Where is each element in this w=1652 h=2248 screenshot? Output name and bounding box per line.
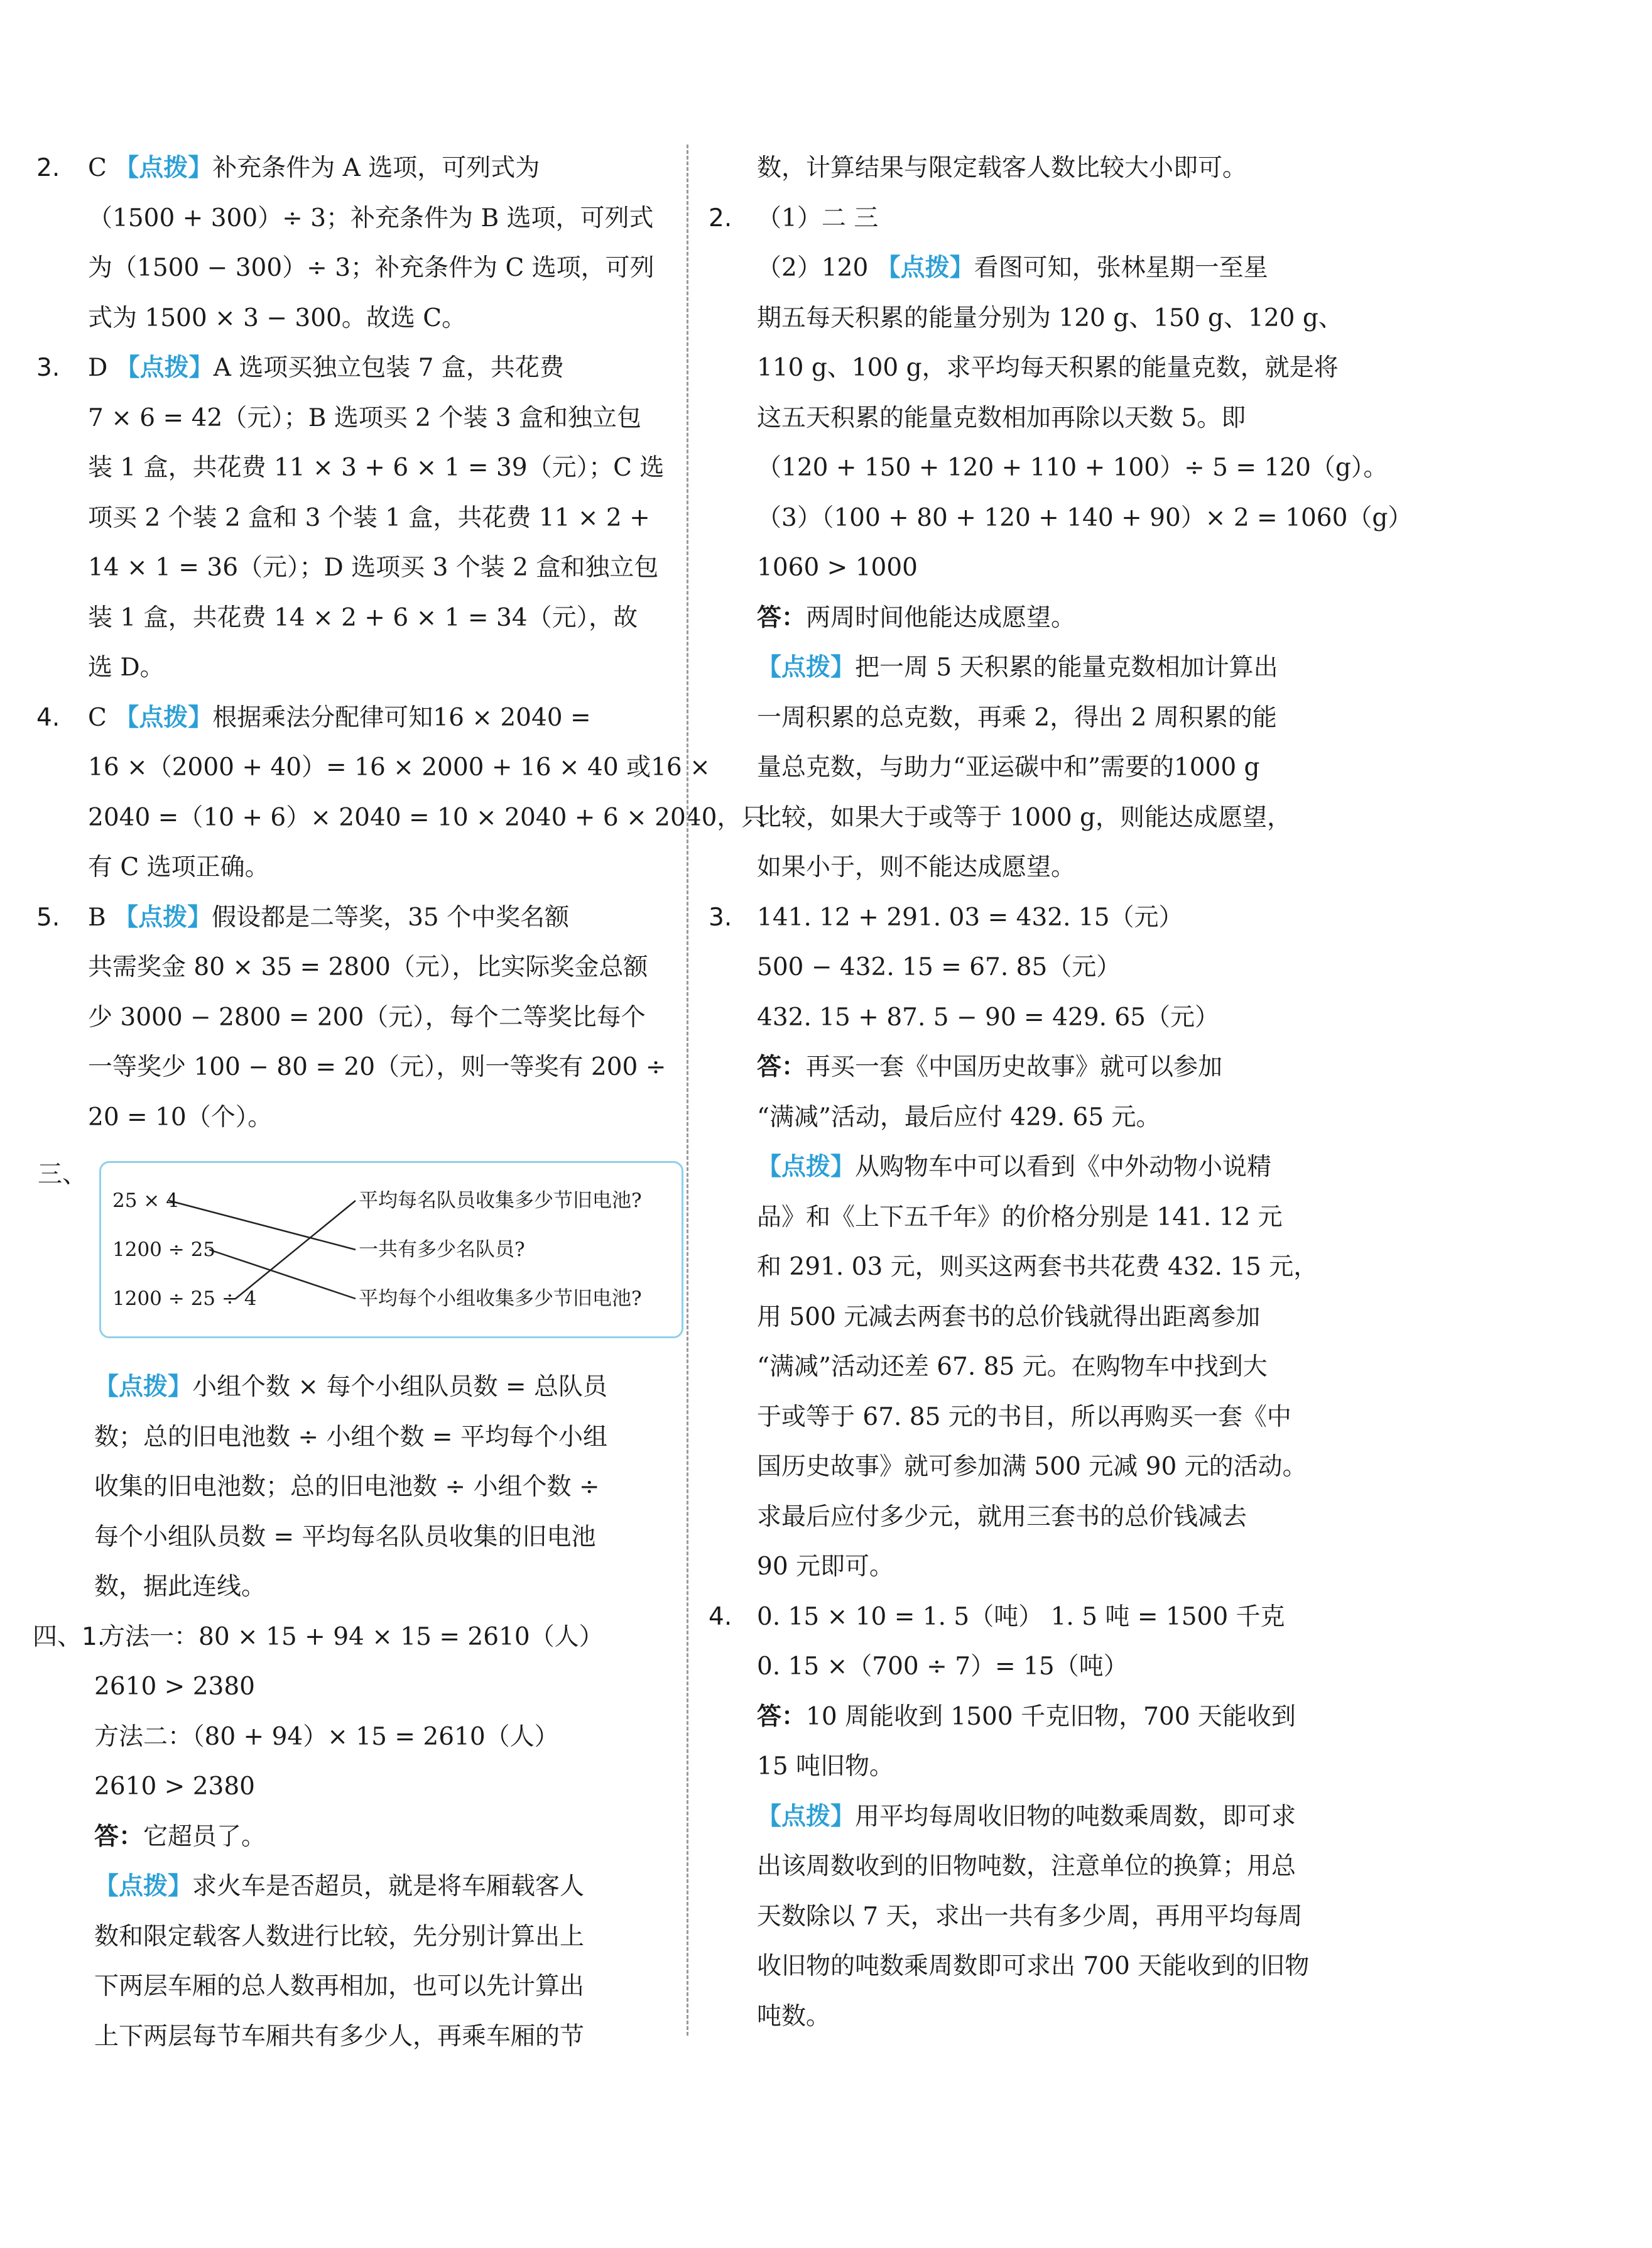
line-text: 一等奖少 100 − 80 = 20（元），则一等奖有 200 ÷ — [88, 1053, 666, 1081]
question-number: 2. — [709, 204, 732, 232]
line-text: 432. 15 + 87. 5 − 90 = 429. 65（元） — [757, 1003, 1219, 1032]
line-body — [757, 1442, 1307, 1492]
line-text: 求火车是否超员，就是将车厢载客人 — [192, 1872, 585, 1901]
line-text: 选 D。 — [88, 653, 165, 682]
line-text: 装 1 盒，共花费 11 × 3 + 6 × 1 = 39（元）；C 选 — [88, 454, 665, 482]
line-body — [88, 893, 569, 943]
line-text: 2610 > 2380 — [94, 1772, 255, 1801]
line-text: 7 × 6 = 42（元）；B 选项买 2 个装 3 盒和独立包 — [88, 403, 641, 432]
line-text: 共需奖金 80 × 35 = 2800（元），比实际奖金总额 — [88, 953, 648, 981]
line-body — [757, 693, 1277, 743]
line-body — [88, 1093, 272, 1143]
line-body — [757, 793, 1291, 843]
line-body — [757, 1941, 1309, 1992]
line-body — [757, 1042, 1222, 1093]
line-body — [757, 1292, 1260, 1343]
line-text: 把一周 5 天积累的能量克数相加计算出 — [855, 653, 1278, 682]
line-body — [757, 593, 1075, 643]
line-text: 收集的旧电池数；总的旧电池数 ÷ 小组个数 ÷ — [94, 1473, 600, 1501]
line-text: “满减”活动还差 67. 85 元。在购物车中找到大 — [757, 1353, 1268, 1381]
line-text: 式为 1500 × 3 − 300。故选 C。 — [88, 303, 467, 332]
line-text: 15 吨旧物。 — [757, 1752, 894, 1781]
line-text: 补充条件为 A 选项，可列式为 — [212, 154, 540, 182]
section-three-label: 三、 — [38, 1160, 87, 1189]
line-body — [757, 942, 1121, 993]
line-body — [94, 1812, 266, 1862]
line-text: 于或等于 67. 85 元的书目，所以再购买一套《中 — [757, 1402, 1291, 1431]
line-body — [94, 1712, 559, 1762]
line-body — [757, 443, 1388, 493]
hint-tag: 【点拨】 — [94, 1872, 193, 1901]
line-body — [757, 893, 1183, 943]
line-body — [94, 2012, 584, 2062]
line-text: 用 500 元减去两套书的总价钱就得出距离参加 — [757, 1302, 1261, 1331]
line-text: 求最后应付多少元，就用三套书的总价钱减去 — [757, 1502, 1247, 1531]
line-text: 假设都是二等奖，35 个中奖名额 — [212, 903, 570, 932]
answer-choice: C — [88, 703, 115, 732]
line-body — [88, 293, 466, 344]
line-body — [757, 243, 1268, 293]
line-body — [757, 1842, 1296, 1892]
line-text: 从购物车中可以看到《中外动物小说精 — [855, 1153, 1272, 1181]
line-text: 它超员了。 — [143, 1822, 266, 1851]
line-body — [757, 1142, 1271, 1192]
question-number: 4. — [36, 703, 60, 732]
line-text: 比较，如果大于或等于 1000 g，则能达成愿望， — [757, 803, 1292, 832]
line-body — [88, 993, 646, 1043]
line-text: 0. 15 ×（700 ÷ 7）= 15（吨） — [757, 1652, 1128, 1681]
line-body — [757, 743, 1260, 793]
line-body — [88, 393, 641, 444]
line-text: 2040 =（10 + 6）× 2040 = 10 × 2040 + 6 × 2040，只 — [88, 803, 766, 832]
question-number: 2. — [36, 154, 60, 182]
line-text: 两周时间他能达成愿望。 — [806, 603, 1076, 632]
line-text: 14 × 1 = 36（元）；D 选项买 3 个装 2 盒和独立包 — [88, 554, 659, 582]
line-body — [94, 1562, 266, 1612]
line-text: （120 + 150 + 120 + 110 + 100）÷ 5 = 120（g）。 — [757, 454, 1388, 482]
line-text: 吨数。 — [757, 2002, 831, 2031]
line-text: 141. 12 + 291. 03 = 432. 15（元） — [757, 903, 1183, 932]
question-number: 3. — [36, 354, 60, 382]
line-text: 方法二：（80 + 94）× 15 = 2610（人） — [94, 1722, 559, 1751]
hint-tag: 【点拨】 — [115, 354, 214, 382]
hint-tag: 【点拨】 — [114, 703, 213, 732]
line-body — [88, 793, 766, 843]
line-body — [757, 1542, 894, 1592]
line-body — [757, 493, 1412, 543]
question-number: 4. — [709, 1602, 732, 1631]
line-body — [88, 493, 650, 543]
line-body — [88, 343, 564, 393]
line-text: 有 C 选项正确。 — [88, 853, 269, 881]
line-text: （1500 + 300）÷ 3；补充条件为 B 选项，可列式 — [88, 204, 654, 232]
line-text: 项买 2 个装 2 盒和 3 个装 1 盒，共花费 11 × 2 + — [88, 503, 650, 532]
line-text: 品》和《上下五千年》的价格分别是 141. 12 元 — [757, 1203, 1283, 1231]
line-text: 0. 15 × 10 = 1. 5（吨） 1. 5 吨 = 1500 千克 — [757, 1602, 1285, 1631]
line-body — [94, 1362, 607, 1412]
line-body — [757, 1792, 1296, 1842]
line-text: 数和限定载客人数进行比较，先分别计算出上 — [94, 1922, 585, 1951]
line-body — [757, 393, 1246, 444]
line-body — [757, 1642, 1128, 1692]
answer-choice: C — [88, 154, 115, 182]
match-left-item: 1200 ÷ 25 ÷ 4 — [112, 1287, 257, 1310]
answer-label: 答： — [757, 603, 807, 632]
answer-choice: （2）120 — [757, 254, 876, 282]
line-body — [88, 643, 165, 693]
answer-choice: B — [88, 903, 114, 932]
line-body — [757, 993, 1219, 1043]
answer-label: 答： — [94, 1822, 144, 1851]
line-text: 天数除以 7 天，求出一共有多少周，再用平均每周 — [757, 1902, 1303, 1931]
line-text: 数，计算结果与限定载客人数比较大小即可。 — [757, 154, 1247, 182]
column-divider — [687, 145, 688, 2036]
line-body — [94, 1862, 584, 1912]
line-body — [88, 243, 655, 293]
line-text: A 选项买独立包装 7 盒，共花费 — [213, 354, 564, 382]
line-body — [757, 293, 1343, 344]
line-body — [88, 593, 638, 643]
hint-tag: 【点拨】 — [876, 254, 974, 282]
line-text: 数；总的旧电池数 ÷ 小组个数 = 平均每个小组 — [94, 1422, 607, 1451]
line-body — [88, 942, 648, 993]
line-text: 根据乘法分配律可知16 × 2040 = — [212, 703, 591, 732]
line-text: 看图可知，张林星期一至星 — [974, 254, 1268, 282]
line-body — [88, 743, 710, 793]
hint-tag: 【点拨】 — [757, 1153, 856, 1181]
line-text: 收旧物的吨数乘周数即可求出 700 天能收到的旧物 — [757, 1952, 1310, 1980]
line-text: 每个小组队员数 = 平均每名队员收集的旧电池 — [94, 1522, 596, 1551]
match-right-item: 平均每个小组收集多少节旧电池? — [359, 1287, 642, 1310]
line-text: 20 = 10（个）。 — [88, 1103, 273, 1132]
line-text: 如果小于，则不能达成愿望。 — [757, 853, 1076, 881]
line-text: 500 − 432. 15 = 67. 85（元） — [757, 953, 1121, 981]
line-body — [757, 1692, 1296, 1742]
line-text: 装 1 盒，共花费 14 × 2 + 6 × 1 = 34（元），故 — [88, 603, 638, 632]
line-body — [88, 1042, 666, 1093]
line-body — [757, 343, 1339, 393]
line-text: 这五天积累的能量克数相加再除以天数 5。即 — [757, 403, 1246, 432]
line-body — [757, 1242, 1318, 1292]
hint-tag: 【点拨】 — [94, 1373, 193, 1401]
line-text: 方法一：80 × 15 + 94 × 15 = 2610（人） — [101, 1622, 604, 1651]
line-text: 90 元即可。 — [757, 1552, 894, 1581]
line-body — [757, 1742, 894, 1792]
line-text: 为（1500 − 300）÷ 3；补充条件为 C 选项，可列 — [88, 254, 655, 282]
line-text: （1）二 三 — [757, 204, 879, 232]
line-body — [757, 1093, 1161, 1143]
line-body — [94, 1912, 584, 1962]
line-body — [757, 1392, 1291, 1443]
line-body — [88, 693, 591, 743]
line-body — [94, 1412, 607, 1463]
match-right-item: 一共有多少名队员? — [359, 1238, 525, 1261]
match-left-item: 25 × 4 — [112, 1189, 178, 1212]
matching-diagram — [99, 1161, 683, 1338]
line-body — [757, 1592, 1285, 1642]
line-text: 数，据此连线。 — [94, 1573, 266, 1601]
line-body — [94, 1762, 255, 1812]
line-body — [88, 443, 664, 493]
match-left-item: 1200 ÷ 25 — [112, 1238, 216, 1261]
line-text: （3）（100 + 80 + 120 + 140 + 90）× 2 = 1060（g） — [757, 503, 1413, 532]
line-text: 1060 > 1000 — [757, 554, 918, 582]
line-body — [88, 194, 654, 244]
line-text: 110 g、100 g，求平均每天积累的能量克数，就是将 — [757, 354, 1339, 382]
line-text: 10 周能收到 1500 千克旧物，700 天能收到 — [806, 1702, 1296, 1731]
question-number: 四、1. — [33, 1622, 106, 1651]
hint-tag: 【点拨】 — [757, 1802, 856, 1831]
line-text: “满减”活动，最后应付 429. 65 元。 — [757, 1103, 1161, 1132]
line-text: 国历史故事》就可参加满 500 元减 90 元的活动。 — [757, 1453, 1307, 1481]
line-body — [94, 1512, 595, 1563]
line-body — [757, 843, 1075, 893]
line-text: 2610 > 2380 — [94, 1672, 255, 1701]
line-text: 一周积累的总克数，再乘 2，得出 2 周积累的能 — [757, 703, 1277, 732]
line-body — [757, 1892, 1303, 1942]
line-text: 量总克数，与助力“亚运碳中和”需要的1000 g — [757, 753, 1260, 782]
line-body — [94, 1962, 584, 2012]
line-text: 上下两层每节车厢共有多少人，再乘车厢的节 — [94, 2022, 585, 2051]
line-text: 小组个数 × 每个小组队员数 = 总队员 — [192, 1373, 607, 1401]
match-right-item: 平均每名队员收集多少节旧电池? — [359, 1189, 642, 1212]
line-text: 少 3000 − 2800 = 200（元），每个二等奖比每个 — [88, 1003, 646, 1032]
answer-label: 答： — [757, 1702, 807, 1731]
line-body — [757, 143, 1247, 194]
hint-tag: 【点拨】 — [114, 903, 212, 932]
line-body — [101, 1612, 604, 1662]
line-body — [757, 543, 918, 593]
line-text: 用平均每周收旧物的吨数乘周数，即可求 — [855, 1802, 1296, 1831]
line-body — [757, 1192, 1283, 1243]
line-body — [757, 1992, 830, 2042]
line-body — [757, 1342, 1268, 1392]
match-line — [236, 1201, 356, 1299]
line-text: 期五每天积累的能量分别为 120 g、150 g、120 g、 — [757, 303, 1343, 332]
line-body — [757, 643, 1278, 693]
hint-tag: 【点拨】 — [114, 154, 213, 182]
line-text: 再买一套《中国历史故事》就可以参加 — [806, 1053, 1223, 1081]
line-text: 和 291. 03 元，则买这两套书共花费 432. 15 元， — [757, 1253, 1318, 1281]
hint-tag: 【点拨】 — [757, 653, 856, 682]
answer-choice: D — [88, 354, 116, 382]
line-body — [88, 543, 658, 593]
line-body — [88, 143, 540, 194]
line-body — [757, 1492, 1247, 1542]
line-body — [757, 194, 878, 244]
line-body — [94, 1662, 255, 1712]
question-number: 3. — [709, 903, 732, 932]
question-number: 5. — [36, 903, 60, 932]
line-text: 下两层车厢的总人数再相加，也可以先计算出 — [94, 1972, 585, 2000]
line-text: 出该周数收到的旧物吨数，注意单位的换算；用总 — [757, 1852, 1296, 1880]
line-text: 16 ×（2000 + 40）= 16 × 2000 + 16 × 40 或16 × — [88, 753, 710, 782]
line-body — [88, 843, 269, 893]
answer-label: 答： — [757, 1053, 807, 1081]
line-body — [94, 1462, 600, 1512]
